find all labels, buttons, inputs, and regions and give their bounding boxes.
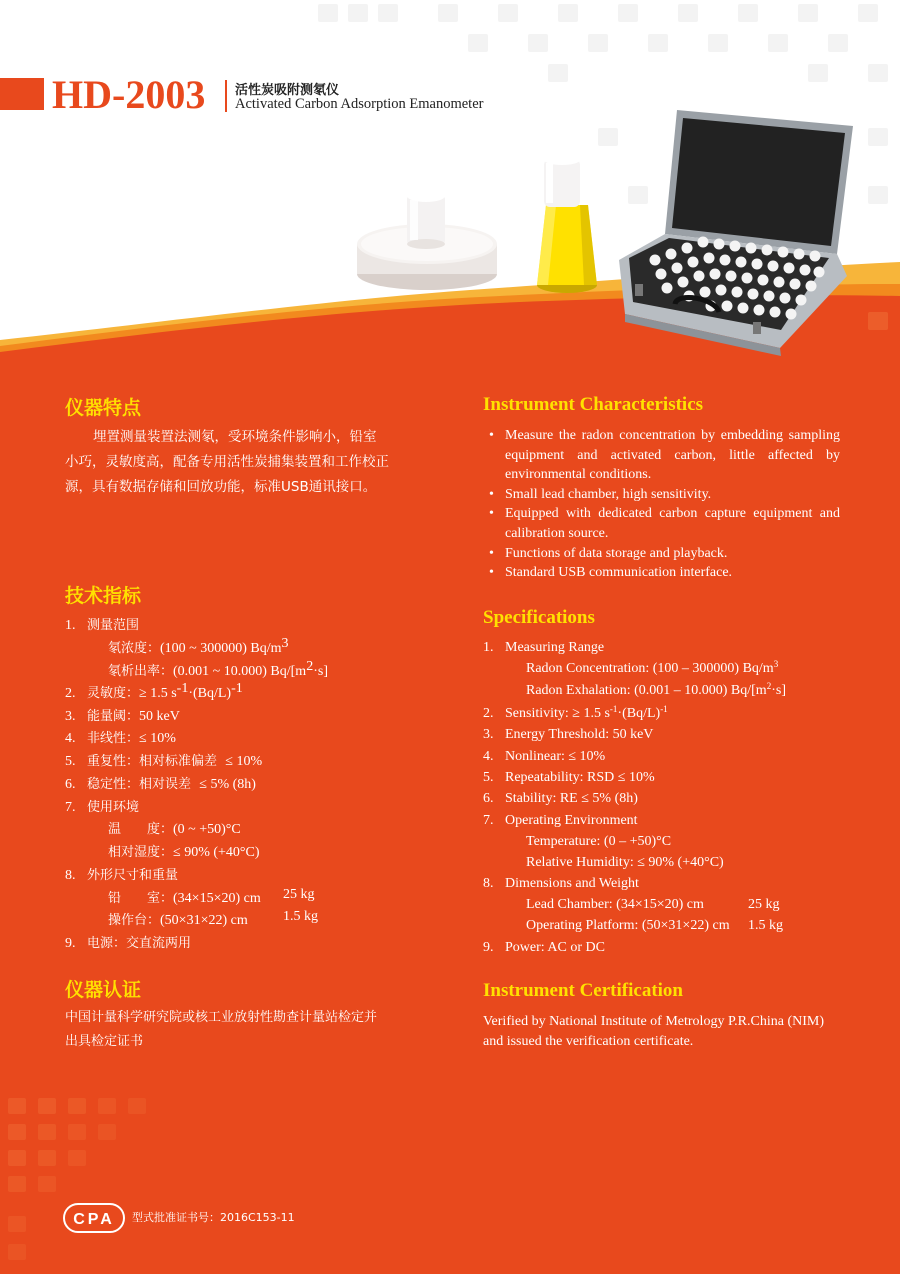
spec-cn-plat-weight: 1.5 kg bbox=[283, 909, 318, 924]
spec-en-plat-weight: 1.5 kg bbox=[748, 918, 783, 933]
list-item-text: Measure the radon concentration by embedding sampling equipment and activated carbon, little affected by environmental conditions. bbox=[505, 428, 840, 483]
spec-en-7: 7. Operating Environment bbox=[483, 813, 638, 828]
spec-cn-lead: 铅 室：(34×15×20) cm bbox=[108, 891, 261, 906]
features-heading-cn: 仪器特点 bbox=[65, 397, 142, 419]
list-item bbox=[485, 563, 840, 583]
spec-cn-9: 9. 电源：交直流两用 bbox=[65, 936, 192, 951]
spec-cn-2: 2. 灵敏度：≥ 1.5 $s^{-1}\cdot(Bq/L)^{-1}$ bbox=[65, 681, 243, 701]
spec-cn-hum: 相对湿度：≤ 90% (+40°C) bbox=[108, 845, 260, 860]
spec-en-plat: Operating Platform: (50×31×22) cm bbox=[526, 918, 730, 933]
features-paragraph-cn bbox=[65, 425, 435, 500]
cert-line: and issued the verification certificate. bbox=[483, 1034, 694, 1049]
list-item bbox=[485, 485, 840, 505]
aluminum-case-image bbox=[615, 108, 855, 356]
title-english: Activated Carbon Adsorption Emanometer bbox=[235, 96, 484, 112]
spec-cn-temp: 温 度：(0 ~ +50)°C bbox=[108, 822, 241, 837]
model-number: HD-2003 bbox=[52, 72, 206, 117]
spec-cn-8: 8. 外形尺寸和重量 bbox=[65, 868, 179, 883]
cpa-logo-text: CPA bbox=[73, 1211, 115, 1228]
spec-cn-plat: 操作台：(50×31×22) cm bbox=[108, 913, 248, 928]
spec-cn-3: 3. 能量阈：50 keV bbox=[65, 709, 180, 724]
list-item-text: Small lead chamber, high sensitivity. bbox=[505, 486, 712, 502]
spec-en-lead-weight: 25 kg bbox=[748, 897, 780, 912]
spec-en-1: 1. Measuring Range bbox=[483, 640, 605, 655]
spec-cn-exh: 氡析出率：(0.001 ~ 10.000) $Bq/[m^2\cdot s]$ bbox=[108, 659, 328, 679]
spec-cn-4: 4. 非线性：≤ 10% bbox=[65, 731, 176, 746]
spec-en-2: 2. Sensitivity: ≥ 1.5 $s^{-1}\cdot(Bq/L)^{-1}$ bbox=[483, 704, 668, 721]
spec-cn-7: 7. 使用环境 bbox=[65, 800, 140, 815]
yellow-cone-image bbox=[532, 153, 602, 298]
header-accent-bar bbox=[0, 78, 44, 110]
list-item bbox=[485, 504, 840, 543]
specs-heading-en: Specifications bbox=[483, 607, 595, 628]
spec-en-lead: Lead Chamber: (34×15×20) cm bbox=[526, 897, 704, 912]
list-item bbox=[485, 426, 840, 485]
bullet-icon: • bbox=[489, 428, 494, 443]
spec-cn-1: 1. 测量范围 bbox=[65, 618, 140, 633]
spec-cn-lead-weight: 25 kg bbox=[283, 887, 315, 902]
bullet-icon: • bbox=[489, 506, 494, 522]
cert-paragraph-en bbox=[483, 1012, 824, 1052]
list-item-text: Functions of data storage and playback. bbox=[505, 545, 728, 561]
approval-number: 型式批准证书号：2016C153-11 bbox=[132, 1211, 295, 1224]
spec-en-8: 8. Dimensions and Weight bbox=[483, 876, 639, 891]
features-heading-en: Instrument Characteristics bbox=[483, 394, 704, 415]
spec-en-temp: Temperature: (0 – +50)°C bbox=[526, 834, 672, 849]
sampling-disk-image bbox=[352, 178, 502, 296]
cert-line: 出具检定证书 bbox=[65, 1034, 144, 1049]
spec-en-5: 5. Repeatability: RSD ≤ 10% bbox=[483, 770, 655, 785]
cert-line: 中国计量科学研究院或核工业放射性勘查计量站检定并 bbox=[65, 1010, 378, 1025]
cert-paragraph-cn bbox=[65, 1006, 425, 1054]
spec-cn-6: 6. 稳定性：相对误差 ≤ 5% (8h) bbox=[65, 777, 256, 792]
bullet-icon: • bbox=[489, 486, 494, 502]
spec-cn-conc: 氡浓度：(100 ~ 300000) $Bq/m^3$ bbox=[108, 636, 289, 656]
cert-heading-cn: 仪器认证 bbox=[65, 979, 142, 1001]
cert-line: Verified by National Institute of Metrology P.R.China (NIM) bbox=[483, 1014, 825, 1029]
specs-heading-cn: 技术指标 bbox=[65, 585, 142, 607]
spec-en-conc: Radon Concentration: (100 – 300000) $Bq/m^3$ bbox=[526, 659, 779, 676]
features-line: 埋置测量装置法测氡，受环境条件影响小，铅室 bbox=[93, 429, 377, 445]
header-divider bbox=[225, 80, 227, 112]
spec-en-6: 6. Stability: RE ≤ 5% (8h) bbox=[483, 791, 638, 806]
spec-en-9: 9. Power: AC or DC bbox=[483, 940, 605, 955]
features-list-en bbox=[485, 426, 840, 583]
title-chinese: 活性炭吸附测氡仪 bbox=[235, 83, 340, 98]
spec-cn-5: 5. 重复性：相对标准偏差 ≤ 10% bbox=[65, 754, 263, 769]
bullet-icon: • bbox=[489, 565, 494, 581]
cert-heading-en: Instrument Certification bbox=[483, 980, 683, 1001]
bullet-icon: • bbox=[489, 545, 494, 561]
spec-en-4: 4. Nonlinear: ≤ 10% bbox=[483, 749, 606, 764]
features-line: 小巧，灵敏度高，配备专用活性炭捕集装置和工作校正 bbox=[65, 454, 389, 470]
spec-en-3: 3. Energy Threshold: 50 keV bbox=[483, 727, 654, 742]
list-item-text: Equipped with dedicated carbon capture equipment and calibration source. bbox=[505, 506, 840, 541]
spec-en-hum: Relative Humidity: ≤ 90% (+40°C) bbox=[526, 855, 724, 870]
features-line: 源，具有数据存储和回放功能，标准USB通讯接口。 bbox=[65, 479, 377, 495]
cpa-logo bbox=[63, 1203, 125, 1233]
spec-en-exh: Radon Exhalation: (0.001 – 10.000) $Bq/[m^2\cdot s]$ bbox=[526, 681, 786, 698]
list-item bbox=[485, 544, 840, 564]
list-item-text: Standard USB communication interface. bbox=[505, 565, 733, 581]
